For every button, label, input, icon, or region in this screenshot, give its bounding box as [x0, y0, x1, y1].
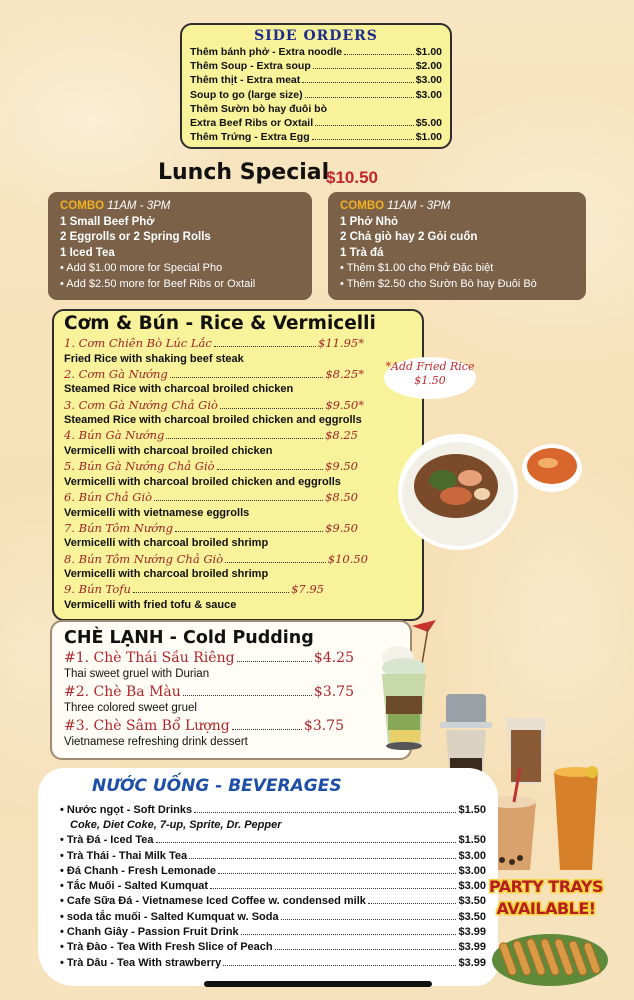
beverage-row: • Trà Thái - Thai Milk Tea $3.00: [60, 849, 486, 862]
lunch-special-price: $10.50: [326, 168, 378, 187]
beverage-row: • Trà Đá - Iced Tea $1.50: [60, 834, 486, 847]
combo-note: • Thêm $2.50 cho Sườn Bò hay Đuôi Bò: [340, 277, 537, 290]
combo-line: 2 Chả giò hay 2 Gỏi cuốn: [340, 231, 478, 243]
combo-note: • Thêm $1.00 cho Phở Đặc biệt: [340, 262, 494, 274]
menu-item-description: Three colored sweet gruel: [64, 702, 197, 714]
side-order-row: Extra Beef Ribs or Oxtail $5.00: [190, 117, 442, 130]
combo-line: 2 Eggrolls or 2 Spring Rolls: [60, 231, 211, 243]
side-orders-title: SIDE ORDERS: [254, 28, 378, 44]
combo-note: • Add $1.00 more for Special Pho: [60, 262, 223, 274]
beverage-row: • Tắc Muối - Salted Kumquat $3.00: [60, 880, 486, 893]
beverage-row: • Cafe Sữa Đá - Vietnamese Iced Coffee w. condensed milk $3.50: [60, 895, 486, 908]
menu-item-name: 4. Bún Gà Nướng $8.25: [64, 428, 358, 443]
party-trays-banner: [484, 876, 608, 920]
menu-item-description: Vermicelli with vietnamese eggrolls: [64, 506, 250, 519]
beverage-row: • soda tắc muối - Salted Kumquat w. Soda $3.50: [60, 910, 486, 923]
side-order-row: Thêm bánh phở - Extra noodle $1.00: [190, 46, 442, 58]
add-fried-rice-note: [384, 357, 476, 399]
vermicelli-bowl-photo: [398, 432, 588, 556]
beverages-panel: [38, 768, 498, 986]
beverage-row: • Trà Dâu - Tea With strawberry $3.99: [60, 956, 486, 969]
menu-item-name: 6. Bún Chả Giò $8.50: [64, 489, 358, 504]
party-trays-line2: AVAILABLE!: [496, 899, 596, 918]
menu-item-description: Vietnamese refreshing drink dessert: [64, 736, 248, 748]
rice-vermicelli-panel: [52, 309, 424, 621]
combo-line: 1 Trà đá: [340, 246, 384, 259]
menu-item-description: Vermicelli with charcoal broiled shrimp: [64, 537, 269, 550]
combo-header: COMBO 11AM - 3PM: [340, 200, 451, 212]
menu-item-name: 3. Cơm Gà Nướng Chả Giò $9.50*: [64, 397, 364, 412]
beverage-row: • Chanh Giây - Passion Fruit Drink $3.99: [60, 926, 486, 939]
menu-item-name: 2. Cơm Gà Nướng $8.25*: [64, 366, 364, 381]
combo-card-english: [48, 192, 312, 300]
menu-item-description: Vermicelli with charcoal broiled chicken and eggrolls: [64, 475, 341, 488]
menu-item-description: Vermicelli with fried tofu & sauce: [64, 598, 237, 611]
menu-item-name: #1. Chè Thái Sầu Riêng $4.25: [64, 650, 354, 666]
menu-item-name: 9. Bún Tofu $7.95: [64, 582, 324, 597]
menu-item-name: 7. Bún Tôm Nướng $9.50: [64, 520, 358, 535]
menu-item-description: Steamed Rice with charcoal broiled chicken: [64, 383, 294, 396]
rice-vermicelli-title: Cơm & Bún - Rice & Vermicelli: [64, 313, 376, 334]
fried-rice-note-text: *Add Fried Rice: [385, 360, 475, 373]
combo-line: 1 Small Beef Phở: [60, 215, 155, 228]
menu-item-description: Vermicelli with charcoal broiled shrimp: [64, 568, 269, 581]
cold-pudding-title: CHÈ LẠNH - Cold Pudding: [64, 628, 314, 648]
beverage-row: • Trà Đào - Tea With Fresh Slice of Peach $3.99: [60, 941, 486, 954]
beverage-row: • Đá Chanh - Fresh Lemonade $3.00: [60, 864, 486, 877]
side-order-row: Thêm Sườn bò hay đuôi bò: [190, 102, 327, 115]
side-order-row: Thêm thịt - Extra meat $3.00: [190, 74, 442, 87]
menu-item-name: 5. Bún Gà Nướng Chả Giò $9.50: [64, 459, 358, 474]
fried-rice-note-price: $1.50: [414, 374, 446, 387]
eggroll-tray-photo: [490, 928, 610, 988]
side-order-row: Soup to go (large size) $3.00: [190, 88, 442, 101]
menu-item-name: 8. Bún Tôm Nướng Chả Giò $10.50: [64, 551, 368, 566]
combo-line: 1 Iced Tea: [60, 246, 115, 259]
menu-item-description: Vermicelli with charcoal broiled chicken: [64, 444, 273, 457]
beverage-row: • Nước ngọt - Soft Drinks $1.50: [60, 804, 486, 816]
soft-drink-options: Coke, Diet Coke, 7-up, Sprite, Dr. Pepper: [70, 819, 282, 832]
combo-header: COMBO 11AM - 3PM: [60, 200, 171, 212]
menu-item-name: #2. Chè Ba Màu $3.75: [64, 684, 354, 700]
lunch-special-title: Lunch Special: [158, 160, 330, 185]
combo-note: • Add $2.50 more for Beef Ribs or Oxtail: [60, 277, 256, 290]
menu-item-name: #3. Chè Sâm Bổ Lượng $3.75: [64, 718, 344, 734]
combo-line: 1 Phở Nhỏ: [340, 215, 399, 228]
iced-tea-photo: [480, 766, 610, 876]
menu-item-description: Fried Rice with shaking beef steak: [64, 352, 244, 365]
cold-pudding-panel: [50, 620, 412, 760]
party-trays-line1: PARTY TRAYS: [488, 877, 603, 896]
side-order-row: Thêm Trứng - Extra Egg $1.00: [190, 131, 442, 144]
home-indicator[interactable]: [204, 981, 432, 987]
menu-item-description: Steamed Rice with charcoal broiled chicken and eggrolls: [64, 414, 362, 427]
menu-item-name: 1. Cơm Chiên Bò Lúc Lắc $11.95*: [64, 336, 364, 350]
menu-item-description: Thai sweet gruel with Durian: [64, 668, 210, 680]
combo-card-vietnamese: [328, 192, 586, 300]
side-orders-panel: [180, 23, 452, 149]
beverages-title: NƯỚC UỐNG - BEVERAGES: [92, 776, 342, 796]
side-order-row: Thêm Soup - Extra soup $2.00: [190, 60, 442, 73]
